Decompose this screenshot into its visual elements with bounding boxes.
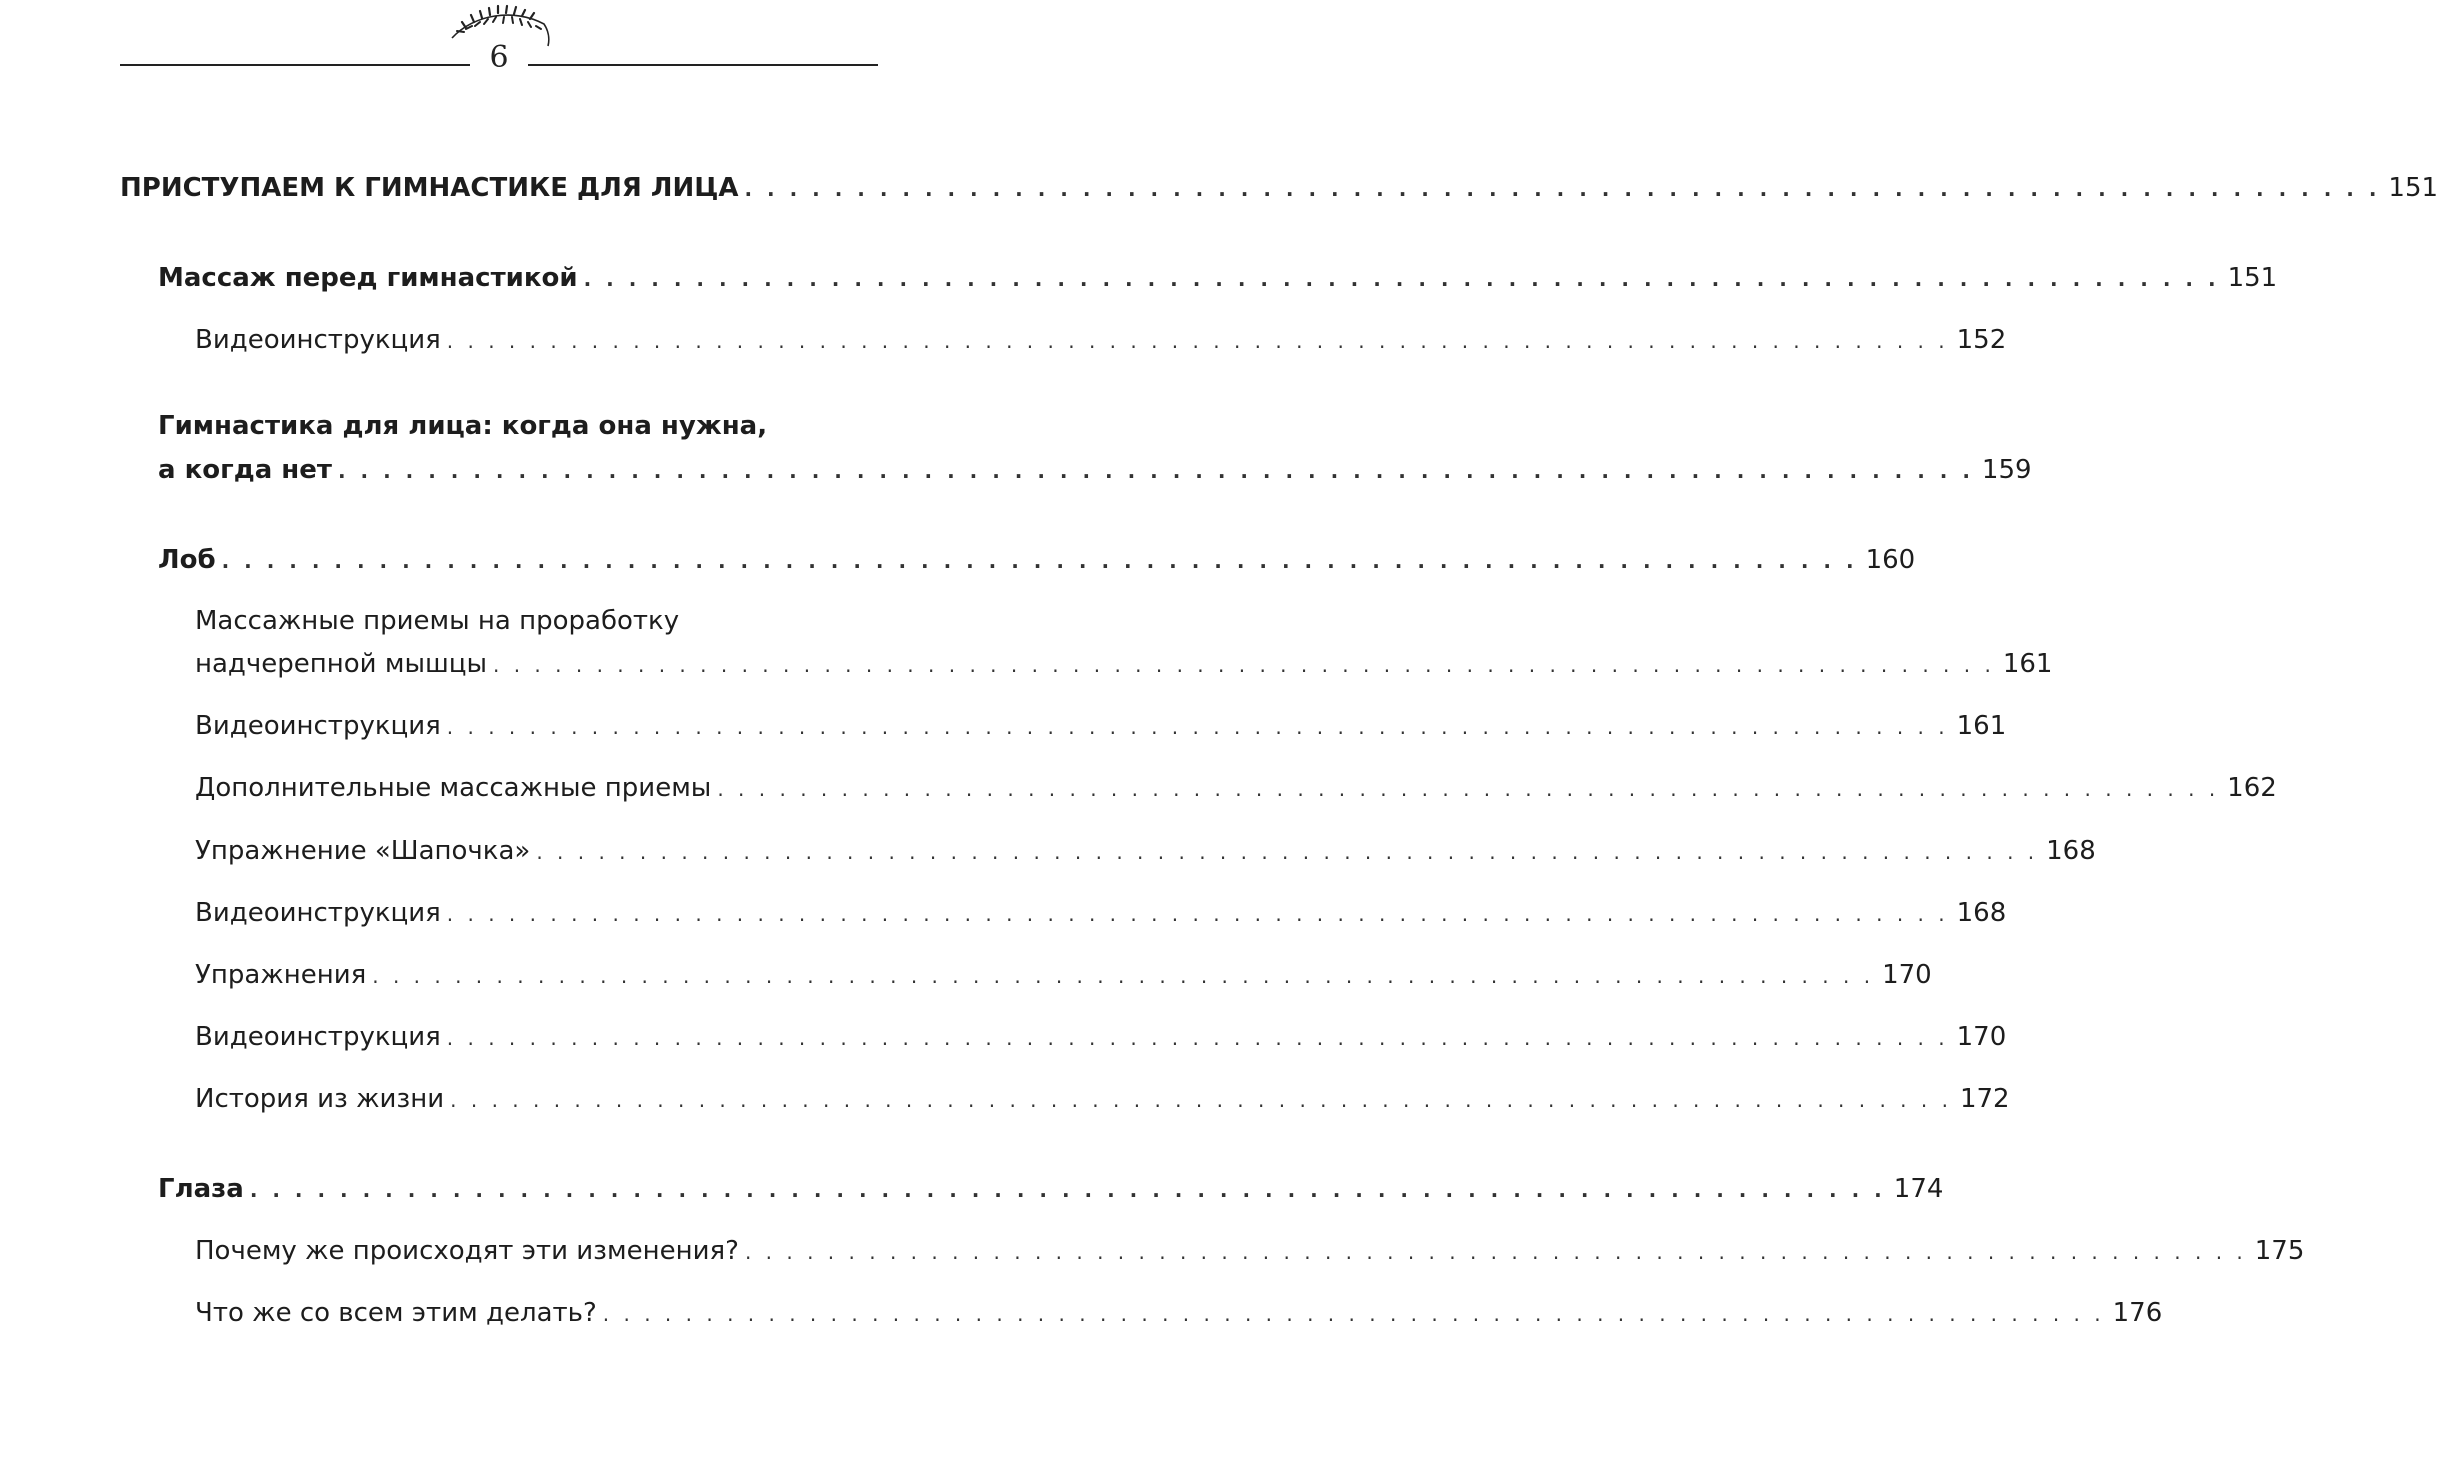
dot-leader: . . . . . . . . . . . . . . . . . . . . . . . . . . . . . . . . . . . . . . . . . . . . . . . . . . . . . . . . . . . . . . . . . . . . . . . . . xyxy=(446,902,1949,926)
toc-entry-page-number: 176 xyxy=(2112,1298,2163,1328)
dot-leader: . . . . . . . . . . . . . . . . . . . . . . . . . . . . . . . . . . . . . . . . . . . . . . . . . . . . . . . . . . . . . . . . . . . . . . . . . xyxy=(221,549,1858,573)
toc-entry-title-line1: Массажные приемы на проработку xyxy=(195,606,680,636)
toc-entry[interactable] xyxy=(158,538,1916,582)
toc-entry-page-number: 151 xyxy=(2388,173,2438,203)
dot-leader: . . . . . . . . . . . . . . . . . . . . . . . . . . . . . . . . . . . . . . . . . . . . . . . . . . . . . . . . . . . . . . . . . . . . . . . . . xyxy=(446,715,1949,739)
page-number: 6 xyxy=(489,40,509,75)
toc-entry[interactable] xyxy=(195,1291,2163,1335)
toc-entry[interactable] xyxy=(195,953,1932,997)
toc-entry-page-number: 151 xyxy=(2227,263,2278,293)
toc-entry-page-number: 161 xyxy=(2002,649,2053,679)
page-header xyxy=(0,0,1000,110)
dot-leader: . . . . . . . . . . . . . . . . . . . . . . . . . . . . . . . . . . . . . . . . . . . . . . . . . . . . . . . . . . . . . . . . . . . . . . . . . xyxy=(602,1302,2105,1326)
toc-entry-title: Что же со всем этим делать? xyxy=(195,1298,597,1328)
header-rule-right xyxy=(528,64,878,66)
toc-entry-title: а когда нет xyxy=(158,455,332,485)
toc-entry[interactable] xyxy=(120,166,2438,210)
toc-entry[interactable] xyxy=(195,318,2007,362)
toc-entry[interactable] xyxy=(158,1167,1944,1211)
toc-entry-title: Видеоинструкция xyxy=(195,1022,441,1052)
toc-entry-page-number: 162 xyxy=(2227,773,2277,803)
toc-entry-title: ПРИСТУПАЕМ К ГИМНАСТИКЕ ДЛЯ ЛИЦА xyxy=(120,173,739,203)
toc-entry-page-number: 174 xyxy=(1893,1174,1944,1204)
toc-entry-page-number: 159 xyxy=(1981,455,2032,485)
toc-entry-page-number: 160 xyxy=(1865,545,1916,575)
toc-entry-title: Упражнения xyxy=(195,960,367,990)
toc-entry-page-number: 152 xyxy=(1956,325,2007,355)
toc-entry-title: Массаж перед гимнастикой xyxy=(158,263,578,293)
dot-leader: . . . . . . . . . . . . . . . . . . . . . . . . . . . . . . . . . . . . . . . . . . . . . . . . . . . . . . . . . . . . . . . . . . . . . . . . . xyxy=(744,177,2381,201)
dot-leader: . . . . . . . . . . . . . . . . . . . . . . . . . . . . . . . . . . . . . . . . . . . . . . . . . . . . . . . . . . . . . . . . . . . . . . . . . xyxy=(744,1240,2247,1264)
dot-leader: . . . . . . . . . . . . . . . . . . . . . . . . . . . . . . . . . . . . . . . . . . . . . . . . . . . . . . . . . . . . . . . . . . . . . . . . . xyxy=(717,777,2220,801)
toc-entry-page-number: 170 xyxy=(1956,1022,2007,1052)
toc-entry[interactable] xyxy=(195,1229,2305,1273)
toc-entry-title: Дополнительные массажные приемы xyxy=(195,773,712,803)
dot-leader: . . . . . . . . . . . . . . . . . . . . . . . . . . . . . . . . . . . . . . . . . . . . . . . . . . . . . . . . . . . . . . . . . . . . . . . . . xyxy=(583,267,2220,291)
toc-entry-title: Видеоинструкция xyxy=(195,711,441,741)
dot-leader: . . . . . . . . . . . . . . . . . . . . . . . . . . . . . . . . . . . . . . . . . . . . . . . . . . . . . . . . . . . . . . . . . . . . . . . . . xyxy=(337,459,1974,483)
dot-leader: . . . . . . . . . . . . . . . . . . . . . . . . . . . . . . . . . . . . . . . . . . . . . . . . . . . . . . . . . . . . . . . . . . . . . . . . . xyxy=(446,329,1949,353)
toc-entry-page-number: 175 xyxy=(2254,1236,2305,1266)
dot-leader: . . . . . . . . . . . . . . . . . . . . . . . . . . . . . . . . . . . . . . . . . . . . . . . . . . . . . . . . . . . . . . . . . . . . . . . . . xyxy=(450,1088,1952,1112)
toc-entry[interactable] xyxy=(195,766,2277,810)
header-rule-left xyxy=(120,64,470,66)
toc-entry-title: Видеоинструкция xyxy=(195,898,441,928)
toc-entry-page-number: 170 xyxy=(1882,960,1932,990)
toc-entry-title: История из жизни xyxy=(195,1084,445,1114)
toc-entry-title: Глаза xyxy=(158,1174,244,1204)
dot-leader: . . . . . . . . . . . . . . . . . . . . . . . . . . . . . . . . . . . . . . . . . . . . . . . . . . . . . . . . . . . . . . . . . . . . . . . . . xyxy=(249,1178,1886,1202)
toc-entry-title: надчерепной мышцы xyxy=(195,649,487,679)
toc-entry-title-line1: Гимнастика для лица: когда она нужна, xyxy=(158,411,768,441)
dot-leader: . . . . . . . . . . . . . . . . . . . . . . . . . . . . . . . . . . . . . . . . . . . . . . . . . . . . . . . . . . . . . . . . . . . . . . . . . xyxy=(446,1026,1949,1050)
toc-entry[interactable] xyxy=(195,704,2007,748)
toc-entry[interactable] xyxy=(195,1077,2010,1121)
toc-entry-page-number: 172 xyxy=(1959,1084,2010,1114)
toc-entry[interactable] xyxy=(158,448,2032,492)
dot-leader: . . . . . . . . . . . . . . . . . . . . . . . . . . . . . . . . . . . . . . . . . . . . . . . . . . . . . . . . . . . . . . . . . . . . . . . . . xyxy=(493,653,1995,677)
toc-entry-page-number: 168 xyxy=(1956,898,2007,928)
toc-entry[interactable] xyxy=(195,891,2007,935)
toc-entry[interactable] xyxy=(158,256,2278,300)
toc-entry-title: Лоб xyxy=(158,545,216,575)
toc-entry-title: Видеоинструкция xyxy=(195,325,441,355)
toc-entry[interactable] xyxy=(195,642,2053,686)
toc-entry[interactable] xyxy=(195,829,2096,873)
toc-entry[interactable] xyxy=(195,1015,2007,1059)
toc-entry-title: Почему же происходят эти изменения? xyxy=(195,1236,739,1266)
dot-leader: . . . . . . . . . . . . . . . . . . . . . . . . . . . . . . . . . . . . . . . . . . . . . . . . . . . . . . . . . . . . . . . . . . . . . . . . . xyxy=(372,964,1875,988)
toc-entry-page-number: 168 xyxy=(2046,836,2096,866)
toc-entry-title: Упражнение «Шапочка» xyxy=(195,836,531,866)
toc-entry-page-number: 161 xyxy=(1956,711,2007,741)
dot-leader: . . . . . . . . . . . . . . . . . . . . . . . . . . . . . . . . . . . . . . . . . . . . . . . . . . . . . . . . . . . . . . . . . . . . . . . . . xyxy=(536,840,2039,864)
